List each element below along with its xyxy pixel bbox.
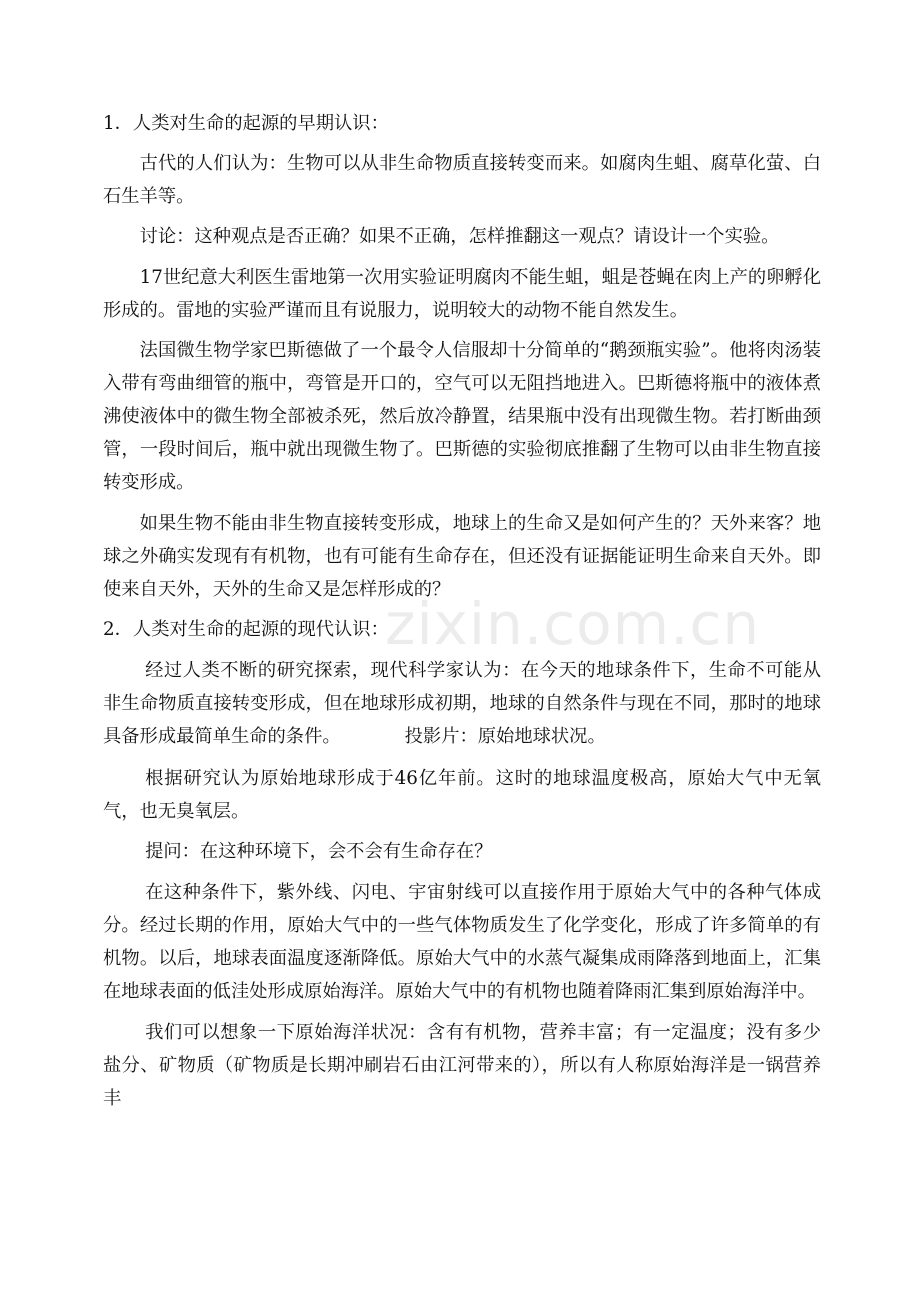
paragraph-primitive-ocean: 我们可以想象一下原始海洋状况：含有有机物，营养丰富；有一定温度；没有多少盐分、矿物质（矿物质是长期冲刷岩石由江河带来的），所以有人称原始海洋是一锅营养丰 — [103, 1022, 821, 1109]
paragraph-redi-experiment: 17世纪意大利医生雷地第一次用实验证明腐肉不能生蛆，蛆是苍蝇在肉上产的卵孵化形成的。雷地的实验严谨而且有说服力，说明较大的动物不能自然发生。 — [103, 267, 821, 321]
section-heading-early-understanding: 1．人类对生命的起源的早期认识： — [103, 113, 389, 134]
modern-view-text: 经过人类不断的研究探索，现代科学家认为：在今天的地球条件下，生命不可能从非生命物质直接转变形成，但在地球形成初期，地球的自然条件与现在不同，那时的地球具备形成最简单生命的条件。 — [103, 660, 821, 747]
paragraph-modern-view — [103, 654, 821, 753]
document-body — [103, 107, 821, 1115]
paragraph-ancient-belief: 古代的人们认为：生物可以从非生命物质直接转变而来。如腐肉生蛆、腐草化萤、白石生羊等。 — [103, 153, 821, 207]
paragraph-question: 提问：在这种环境下，会不会有生命存在？ — [145, 841, 493, 862]
paragraph-primitive-earth: 根据研究认为原始地球形成于46亿年前。这时的地球温度极高，原始大气中无氧气，也无臭氧层。 — [103, 768, 821, 822]
paragraph-pasteur-experiment: 法国微生物学家巴斯德做了一个最令人信服却十分简单的“鹅颈瓶实验”。他将肉汤装入带有弯曲细管的瓶中，弯管是开口的，空气可以无阻挡地进入。巴斯德将瓶中的液体煮沸使液体中的微生物全部被杀死，然后放冷静置，结果瓶中没有出现微生物。若打断曲颈管，一段时间后，瓶中就出现微生物了。巴斯德的实验彻底推翻了生物可以由非生物直接转变形成。 — [103, 340, 821, 493]
section-heading-modern-understanding: 2．人类对生命的起源的现代认识： — [103, 619, 389, 640]
projection-slide-note: 投影片：原始地球状况。 — [404, 726, 606, 747]
paragraph-extraterrestrial-question: 如果生物不能由非生物直接转变形成，地球上的生命又是如何产生的？天外来客？地球之外确实发现有有机物，也有可能有生命存在，但还没有证据能证明生命来自天外。即使来自天外，天外的生命又是怎样形成的？ — [103, 513, 821, 600]
paragraph-discussion: 讨论：这种观点是否正确？如果不正确，怎样推翻这一观点？请设计一个实验。 — [139, 226, 780, 247]
watermark: zixin.com.cn — [385, 590, 761, 658]
paragraph-organic-formation: 在这种条件下，紫外线、闪电、宇宙射线可以直接作用于原始大气中的各种气体成分。经过长期的作用，原始大气中的一些气体物质发生了化学变化，形成了许多简单的有机物。以后，地球表面温度逐渐降低。原始大气中的水蒸气凝集成雨降落到地面上，汇集在地球表面的低洼处形成原始海洋。原始大气中的有机物也随着降雨汇集到原始海洋中。 — [103, 882, 821, 1002]
